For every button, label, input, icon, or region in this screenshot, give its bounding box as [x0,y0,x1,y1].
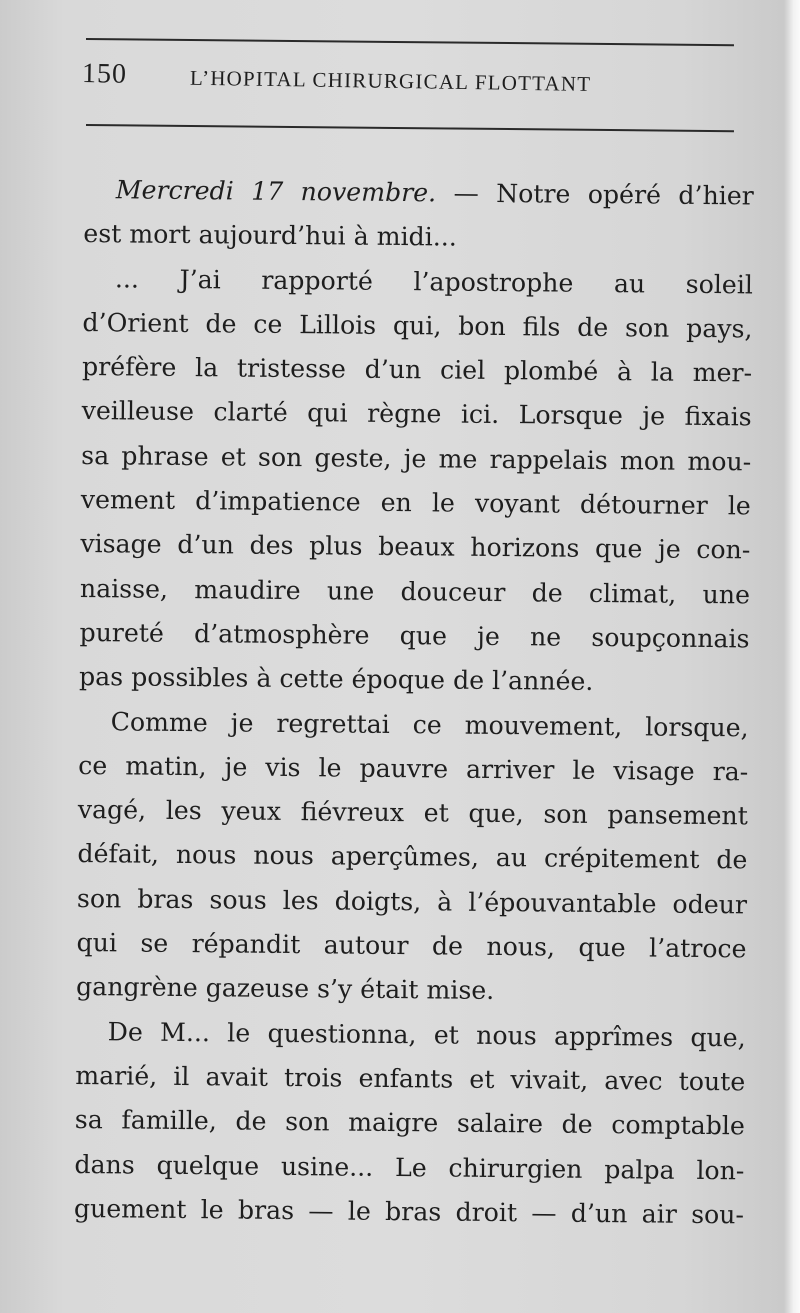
page-number: 150 [81,58,128,90]
header-rule-top [86,38,734,46]
text-line: pureté d’atmosphère que je ne soupçonnais [79,617,750,654]
entry-date: Mercredi 17 novembre. [115,175,437,208]
header-rule-bottom [86,124,734,132]
text-line: vagé, les yeux fiévreux et que, son pansement [77,795,748,831]
running-title: L’HOPITAL CHIRURGICAL FLOTTANT [189,65,592,96]
text-line: pas possibles à cette époque de l’année. [78,662,594,697]
text-line: sa famille, de son maigre salaire de comptable [74,1105,745,1141]
text-line: est mort aujourd’hui à midi... [83,219,457,252]
text-line: veilleuse clarté qui règne ici. Lorsque je fixais [81,396,752,432]
text-line: ... J’ai rapporté l’apostrophe au soleil [114,263,754,300]
text-line: Mercredi 17 novembre. — Notre opéré d’hier [115,175,754,211]
text-line: guement le bras — le bras droit — d’un air sou- [73,1193,745,1230]
page-header [82,58,743,108]
text-line: sa phrase et son geste, je me rappelais mon mou- [81,440,752,477]
text-line: d’Orient de ce Lillois qui, bon fils de son pays, [82,307,753,344]
text-line: dans quelque usine... Le chirurgien palpa lon- [74,1149,745,1185]
text-line: naisse, maudire une douceur de climat, une [79,573,751,610]
text-line: Comme je regrettai ce mouvement, lorsque, [110,706,749,742]
text-line: ce matin, je vis le pauvre arriver le visage ra- [78,750,749,787]
text-line: défait, nous nous aperçûmes, au crépitement de [77,839,748,875]
text-line: De M... le questionna, et nous apprîmes que, [107,1016,746,1053]
text-line: vement d’impatience en le voyant détourner le [80,485,751,521]
text-line: marié, il avait trois enfants et vivait, avec toute [75,1060,746,1097]
text-line: son bras sous les doigts, à l’épouvantable odeur [76,883,748,920]
text-line: gangrène gazeuse s’y était mise. [76,972,495,1006]
body-text [74,168,754,1238]
text-line: préfère la tristesse d’un ciel plombé à la mer- [81,352,753,388]
text-line: qui se répandit autour de nous, que l’atroce [76,928,747,964]
page-edge [784,0,800,1313]
text-line: visage d’un des plus beaux horizons que je con- [80,529,751,565]
